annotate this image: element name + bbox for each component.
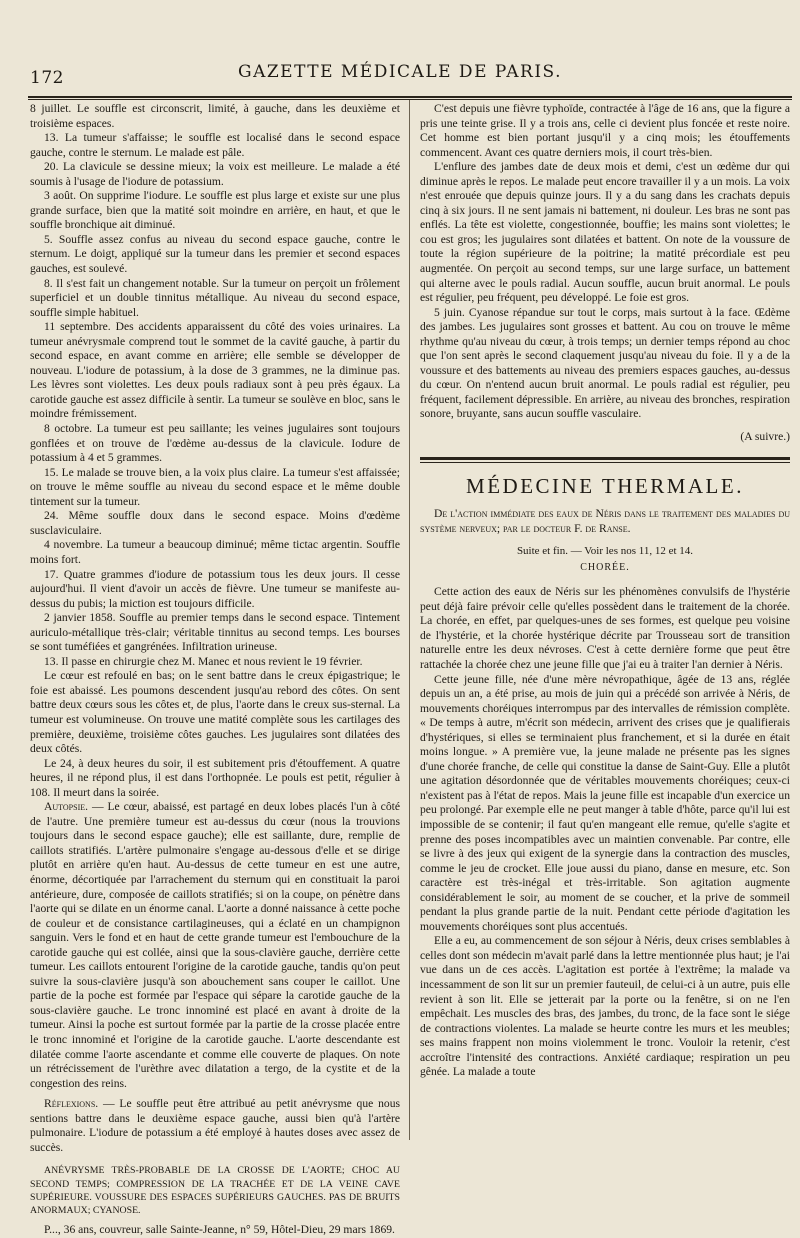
paragraph: 8 octobre. La tumeur est peu saillante; les veines jugulaires sont toujours gonflées et on trouve de l'œdème au-dessus de la clavicule. Iodure de potassium à 4 et 5 grammes. (30, 422, 400, 465)
left-column (30, 102, 401, 1237)
reflexions-text: — Le souffle peut être attribué au petit anévrysme que nous sentions battre dans le deuxième espace gauche, aussi bien qu'à l'artère pulmonaire. L'iodure de potassium a été employé à hautes doses avec assez de succès. (30, 1097, 400, 1154)
paragraph: 5 juin. Cyanose répandue sur tout le corps, mais surtout à la face. Œdème des jambes. Les jugulaires sont grosses et battent. Au cou on trouve le même rhythme qu'au niveau du cœur, à trois temps; un dernier temps répond au choc que l'on sent après le second claquement jusqu'au niveau du foie. Il y a de la voussure et des battements au niveau des premiers espaces gauches, au-dessus du cœur. On n'entend aucun bruit anormal. Le pouls radial est régulier, peu fréquent, facilement dépressible. En arrière, au niveau des bronches, respiration sonore, bruyante, sans aucun souffle vasculaire. (420, 305, 790, 421)
autopsie-text: — Le cœur, abaissé, est partagé en deux lobes placés l'un à côté de l'autre. Une première tumeur est au-dessus du cœur (nous la trouvions toujours dans le second espace gauche); elle est saillante, dure, remplie de caillots stratifiés. L'artère pulmonaire s'engage au-dessous d'elle et se dirige plutôt en arrière qu'en haut. Au-dessus de cette tumeur en est une autre, énorme, décortiquée par l'arrachement du sternum qui en constituait la paroi antérieure, dure, composée de caillots stratifiés; si on la coupe, on pénètre dans l'aorte qui se dilate en un énorme canal. L'aorte a donné naissance à cette poche de couleur et de consistance cartilagineuses, qui a éclaté en un champignon sanguin. Vers le fond et en haut de cette grande tumeur est l'embouchure de la carotide gauche qui est collée, ainsi que la sous-clavière gauche, derrière cette tumeur. Les caillots entourent l'origine de la carotide gauche, tandis qu'on peut suivre la sous-clavière jusqu'à son abouchement sans couper le caillot. Une partie de la poche est formée par l'espace qui sépare la carotide gauche de la sous-clavière gauche. Le tronc innominé est placé en avant à droite de la tumeur. Ainsi la poche est surtout formée par la partie de la crosse placée entre le tronc innominé et l'origine de la carotide gauche. L'aorte descendante est dilatée comme l'aorte ascendante et comme elle couverte de plaques. On note un rétrécissement de l'urèthre avec dilatation a tergo, de la cystite et de la congestion des reins. (30, 800, 400, 1090)
section-rule-thin (420, 462, 790, 463)
paragraph: 8 juillet. Le souffle est circonscrit, limité, à gauche, dans les deuxième et troisième espaces. (30, 102, 400, 130)
article-paragraph: Cette action des eaux de Néris sur les phénomènes convulsifs de l'hystérie peut déjà faire prévoir celle qu'elles possèdent dans le traitement de la chorée. La chorée, en effet, par quelques-unes de ses formes, est quelque peu voisine de l'hystérie, et la chorée hystérique décrite par Trousseau sort de transition naturelle entre les deux névroses. C'est à cette dernière forme que peut être rattachée la chorée chez une jeune fille que j'ai eu à traiter l'an dernier à Néris. (420, 585, 790, 671)
paragraph: 11 septembre. Des accidents apparaissent du côté des voies urinaires. La tumeur anévrysmale comprend tout le sommet de la cavité gauche, à partir du second espace, en avant comme en arrière; elle semble se développer de nouveau. L'iodure de potassium, à la dose de 3 grammes, ne la diminue pas. Les lèvres sont violettes. Les deux pouls radiaux sont à peu près égaux. La carotide gauche est assez difficile à sentir. La tumeur se soulève en bloc, sans le moindre frémissement. (30, 320, 401, 421)
running-title: GAZETTE MÉDICALE DE PARIS. (238, 62, 562, 82)
section-title: MÉDECINE THERMALE. (466, 473, 744, 498)
autopsie-paragraph (30, 800, 400, 1091)
reflexions-label: Réflexions. (44, 1097, 99, 1111)
right-column (420, 102, 790, 1146)
article-paragraph: Cette jeune fille, née d'une mère névropathique, âgée de 13 ans, réglée depuis un an, a été prise, au mois de juin qui a précédé son arrivée à Néris, de mouvements choréiques interrompus par des intervalles de rémission complète. « De temps à autre, m'écrit son médecin, arrivent des crises que je qualifierais d'hystériques, si elles se terminaient plus franchement, et si la durée en était moins longue. » A première vue, la jeune malade ne présente pas les signes d'une chorée franche, de celle qui constitue la danse de Saint-Guy. Elle a plutôt une agitation désordonnée que de véritables mouvements choréiques; ceux-ci n'existent pas à l'état de repos. Mais la jeune fille est incapable d'un exercice un peu prolongé. Par exemple elle ne peut manger à table d'hôte, parce qu'il lui est impossible de se contenir; il faut qu'en mangeant elle remue, qu'elle s'agite et prenne des poses incompatibles avec un maintien convenable. Par contre, elle se livre à des jeux qui exigent de la synergie dans la contraction des muscles, comme le jeu de crocket. Elle joue aussi du piano, danse en mesure, etc. Son caractère est très-inégal et très-irritable. Son agitation augmente considérablement le soir, au moment de se coucher, et la prive de sommeil pendant la plus grande partie de la nuit. Pendant cette période d'agitation les mouvements choréiques sont plus accentués. (420, 672, 790, 933)
article-paragraph: Elle a eu, au commencement de son séjour à Néris, deux crises semblables à celles dont son médecin m'avait parlé dans la lettre mentionnée plus haut; je l'ai vue dans un de ces accès. L'agitation est portée à l'extrême; la malade va incessamment de son lit sur un premier fauteuil, de celui-ci à un autre, puis elle revient à son lit. Elle se jetterait par la porte ou la fenêtre, si on ne l'en empêchait. Les muscles des bras, des jambes, du tronc, de la face sont le siége de contractions violentes. La malade se heurte contre les murs et les meubles; ses mains frappent non moins violemment le tronc. Vouloir la retenir, c'est accroître l'intensité des contractions. Anxiété cardiaque; respiration un peu gênée. La malade a toute (420, 934, 790, 1079)
page-number: 172 (30, 68, 64, 88)
paragraph: 5. Souffle assez confus au niveau du second espace gauche, contre le sternum. Le doigt, appliqué sur la tumeur dans les premier et second espaces gauches, est soulevé. (30, 232, 400, 276)
header-rule-thin (28, 99, 792, 100)
reflexions-paragraph (30, 1097, 400, 1155)
paragraph: L'enflure des jambes date de deux mois et demi, c'est un œdème dur qui diminue après le repos. Le malade peut encore travailler il y a un mois. La voix n'est enrouée que depuis quinze jours. Il y a du sang dans les crachats depuis cinq à six jours. Il ne sent jamais ni battement, ni douleur. Les bras ne sont pas enflés. La tête est violette, congestionnée, bouffie; les mains sont violettes; le cou est gros; les jugulaires sont dilatées et battent. On note de la voussure de toute la région supérieure de la poitrine; la matité précordiale est peu augmentée. On perçoit au second temps, sur une large surface, un battement qui alterne avec le pouls radial. Aucun souffle, aucun bruit anormal. Le pouls est régulier, peu fréquent, peu développé. Le foie est gros. (420, 160, 790, 305)
paragraph: 13. Il passe en chirurgie chez M. Manec et nous revient le 19 février. (44, 654, 363, 668)
subsection-title: CHORÉE. (580, 561, 630, 573)
paragraph: C'est depuis une fièvre typhoïde, contractée à l'âge de 16 ans, que la figure a pris une teinte grise. Il y a trois ans, celle ci devient plus foncée et reste noire. Cet homme est bien portant jusqu'il y a cinq mois; les étouffements commencent. Avant ces quatre derniers mois, il court très-bien. (420, 102, 790, 159)
paragraph: 15. Le malade se trouve bien, a la voix plus claire. La tumeur s'est affaissée; on trouve le même souffle au niveau du second espace et le même double tintement sur la tumeur. (30, 465, 400, 508)
case-title: ANÉVRYSME TRÈS-PROBABLE DE LA CROSSE DE L'AORTE; CHOC AU SECOND TEMPS; COMPRESSION DE LA TRACHÉE ET DE LA VEINE CAVE SUPÉRIEURE. VOUSSURE DES ESPACES SUPÉRIEURS GAUCHES. PAS DE BRUITS ANORMAUX; CYANOSE. (30, 1165, 400, 1216)
paragraph: 20. La clavicule se dessine mieux; la voix est meilleure. Le malade a été soumis à l'usage de l'iodure de potassium. (30, 160, 400, 188)
column-separator (409, 100, 410, 1140)
paragraph: 24. Même souffle doux dans le second espace. Moins d'œdème susclaviculaire. (30, 509, 400, 537)
paragraph: Le 24, à deux heures du soir, il est subitement pris d'étouffement. A quatre heures, il ne répond plus, il est dans l'orthopnée. Le pouls est petit, régulier à 108. Il meurt dans la soirée. (30, 756, 400, 799)
to-be-continued: (A suivre.) (740, 430, 790, 444)
paragraph: 8. Il s'est fait un changement notable. Sur la tumeur on perçoit un frôlement superficiel et un double tinnitus métallique. Au niveau du second espace, souffle simple habituel. (30, 276, 400, 319)
paragraph: 3 août. On supprime l'iodure. Le souffle est plus large et existe sur une plus grande surface, bien que la matité soit moindre en arrière, en haut, et que le souffle bronchique ait diminué. (30, 189, 400, 232)
paragraph: 13. La tumeur s'affaisse; le souffle est localisé dans le second espace gauche, contre le sternum. Le malade est pâle. (30, 131, 400, 159)
paragraph: 4 novembre. La tumeur a beaucoup diminué; même tictac argentin. Souffle moins fort. (30, 538, 400, 566)
section-rule (420, 457, 790, 460)
case-intro: P..., 36 ans, couvreur, salle Sainte-Jeanne, n° 59, Hôtel-Dieu, 29 mars 1869. (44, 1223, 395, 1237)
paragraph: Le cœur est refoulé en bas; on le sent battre dans le creux épigastrique; le foie est abaissé. Les poumons descendent jusqu'au rebord des côtes. On sent battre deux cœurs sous les côtes et, de plus, l'aorte dans le creux sus-sternal. La tumeur est volumineuse. On trouve une matité complète sous les cartilages des première, deuxième, troisième côtes gauches. Les jugulaires sont dilatées des deux côtés. (30, 669, 400, 756)
article-title: De l'action immédiate des eaux de Néris dans le traitement des maladies du système nerveux; par le docteur F. de Ranse. (420, 507, 790, 535)
article-continuation: Suite et fin. — Voir les nos 11, 12 et 14. (516, 545, 694, 558)
header-rule (28, 96, 792, 98)
paragraph: 2 janvier 1858. Souffle au premier temps dans le second espace. Tintement auriculo-métallique très-clair; véritable tinnitus au second temps. Les bourses se sont tuméfiées et gangrénées. Infiltration urineuse. (30, 611, 400, 654)
autopsie-label: Autopsie. (44, 800, 89, 814)
paragraph: 17. Quatre grammes d'iodure de potassium tous les deux jours. Il cesse aujourd'hui. Il vient d'avoir un accès de fièvre. Une tumeur se manifeste au-dessus du pubis; la miction est toujours difficile. (30, 567, 400, 610)
